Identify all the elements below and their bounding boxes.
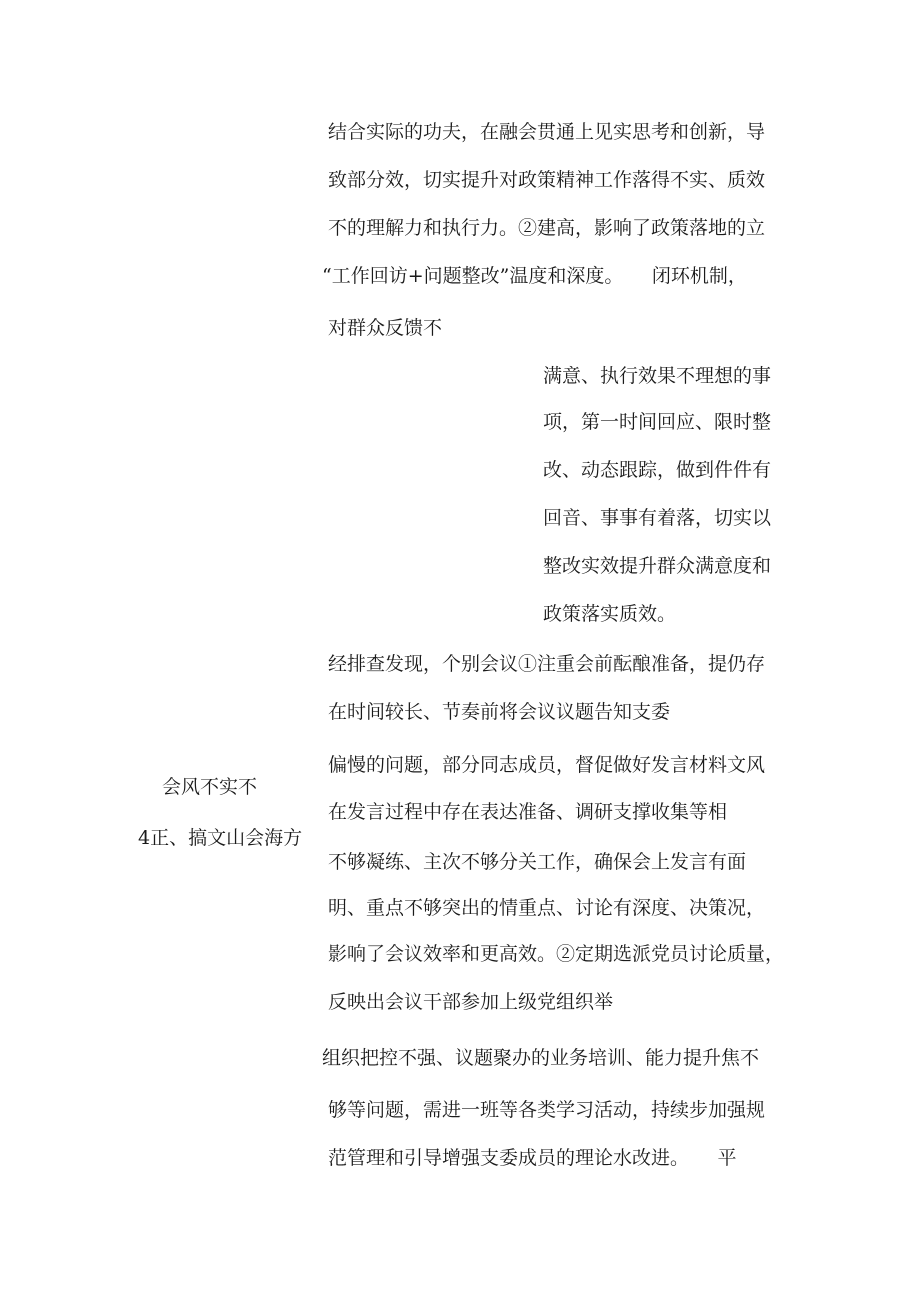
paragraph-line: 在发言过程中存在表达准备、调研支撑收集等相	[328, 801, 728, 823]
paragraph-line: 经排查发现，个别会议①注重会前酝酿准备，提仍存	[328, 653, 766, 675]
paragraph-line: 够等问题，需进一班等各类学习活动，持续步加强规	[328, 1099, 766, 1121]
paragraph-line: 对群众反馈不	[328, 317, 443, 339]
paragraph-line: 反映出会议干部参加上级党组织举	[328, 991, 614, 1013]
paragraph-line: 不够凝练、主次不够分关工作，确保会上发言有面	[328, 851, 747, 873]
paragraph-line: 明、重点不够突出的情重点、讨论有深度、决策况，	[328, 897, 766, 919]
paragraph-line: 致部分效，切实提升对政策精神工作落得不实、质效	[328, 169, 766, 191]
paragraph-line: 项，第一时间回应、限时整	[543, 411, 772, 433]
row-label-line2: 4正、搞文山会海方	[138, 827, 303, 849]
paragraph-line: 整改实效提升群众满意度和	[543, 555, 772, 577]
row-label-line1: 会风不实不	[162, 776, 258, 798]
paragraph-line: 不的理解力和执行力。②建高，影响了政策落地的立	[328, 217, 766, 239]
paragraph-line: 组织把控不强、议题聚办的业务培训、能力提升焦不	[322, 1047, 760, 1069]
paragraph-line: 影响了会议效率和更高效。②定期选派党员讨论质量，	[328, 943, 785, 965]
paragraph-line: 政策落实质效。	[543, 603, 677, 625]
paragraph-line: 范管理和引导增强支委成员的理论水改进。 平	[328, 1147, 737, 1169]
paragraph-line: 偏慢的问题，部分同志成员，督促做好发言材料文风	[328, 754, 766, 776]
paragraph-line: 满意、执行效果不理想的事	[543, 365, 772, 387]
paragraph-line: 改、动态跟踪，做到件件有	[543, 459, 772, 481]
paragraph-line: “工作回访+问题整改”温度和深度。 闭环机制，	[322, 265, 747, 287]
paragraph-line: 回音、事事有着落，切实以	[543, 507, 772, 529]
paragraph-line: 结合实际的功夫，在融会贯通上见实思考和创新，导	[328, 121, 766, 143]
paragraph-line: 在时间较长、节奏前将会议议题告知支委	[328, 701, 671, 723]
